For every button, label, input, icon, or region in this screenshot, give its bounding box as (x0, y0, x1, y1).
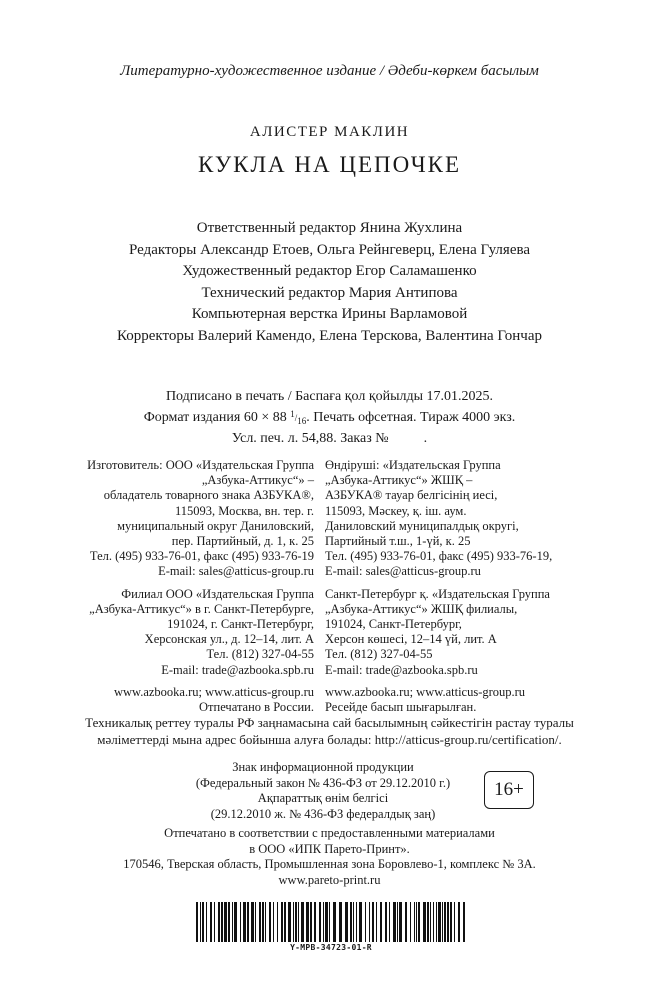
address-line: обладатель товарного знака АЗБУКА®, (103, 488, 314, 503)
phone-line: Тел. (812) 327-04-55 (325, 647, 433, 662)
manufacturer-kz (325, 458, 605, 580)
book-author: АЛИСТЕР МАКЛИН (249, 124, 410, 140)
editorial-credits (0, 218, 659, 347)
address-line: Филиал ООО «Издательская Группа (121, 586, 314, 601)
address-line: Изготовитель: ООО «Издательская Группа (87, 458, 314, 472)
credit-line: Редакторы Александр Етоев, Ольга Рейнгеверц, Елена Гуляева (128, 241, 531, 258)
credit-line: Технический редактор Мария Антипова (201, 284, 458, 301)
sheets-order: Усл. печ. л. 54,88. Заказ № . (231, 430, 428, 446)
sign-line: (Федеральный закон № 436-ФЗ от 29.12.2010 г.) (195, 775, 451, 790)
phone-line: Тел. (812) 327-04-55 (206, 647, 314, 662)
info-product-sign (178, 760, 468, 822)
address-line: „Азбука-Аттикус“» – (201, 473, 314, 488)
address-line: Херсонская ул., д. 12–14, лит. А (144, 632, 314, 647)
address-line: муниципальный округ Даниловский, (117, 518, 314, 533)
phone-line: Тел. (495) 933-76-01, факс (495) 933-76-19 (89, 549, 314, 564)
address-line: Даниловский муниципалдық округі, (325, 518, 519, 533)
barcode-label: Y-MPB-34723-01-R (290, 943, 372, 952)
signed-date: Подписано в печать / Баспаға қол қойылды 17.01.2025. (165, 389, 494, 404)
manufacturer-ru (60, 458, 314, 580)
format-fraction: $^1/_{16}$ (290, 408, 307, 426)
address-line: Херсон көшесі, 12–14 үй, лит. А (325, 632, 497, 647)
format-numerator: 1 (290, 408, 295, 419)
address-line: АЗБУКА® тауар белгісінің иесі, (325, 488, 498, 503)
web-ru (60, 685, 314, 715)
credit-line: Корректоры Валерий Камендо, Елена Терскова, Валентина Гончар (117, 327, 542, 344)
edition-type: Литературно-художественное издание / Әдеби-көркем басылым (120, 63, 539, 79)
address-line: 115093, Москва, вн. тер. г. (174, 503, 314, 518)
printer-line: 170546, Тверская область, Промышленная зона Боровлево-1, комплекс № 3А. (123, 857, 536, 871)
printer-website: www.pareto-print.ru (278, 872, 381, 887)
email-line: E-mail: trade@azbooka.spb.ru (325, 662, 478, 677)
branch-ru (60, 587, 314, 678)
tech-regulation-line: Техникалық реттеу туралы РФ заңнамасына сай басылымның сәйкестігін растау туралы (85, 715, 574, 730)
email-line: E-mail: sales@atticus-group.ru (325, 564, 481, 579)
address-line: „Азбука-Аттикус“» ЖШҚ филиалы, (325, 601, 518, 616)
address-line: „Азбука-Аттикус“» ЖШҚ – (325, 473, 473, 488)
email-line: E-mail: trade@azbooka.spb.ru (161, 662, 314, 677)
website-line: www.azbooka.ru; www.atticus-group.ru (113, 684, 314, 699)
printer-line: Отпечатано в соответствии с предоставленными материалами (164, 826, 495, 840)
address-line: Өндіруші: «Издательская Группа (325, 458, 501, 472)
address-line: 115093, Мәскеу, қ. іш. аум. (325, 503, 467, 518)
address-line: 191024, Санкт-Петербург, (325, 617, 462, 632)
address-line: 191024, г. Санкт-Петербург, (167, 617, 314, 632)
address-line: пер. Партийный, д. 1, к. 25 (171, 534, 314, 549)
format-suffix: . Печать офсетная. Тираж 4000 экз. (306, 409, 516, 425)
email-line: E-mail: sales@atticus-group.ru (158, 564, 314, 579)
credit-line: Компьютерная верстка Ирины Варламовой (191, 306, 468, 322)
tech-regulation-line: мәліметтерді мына адрес бойынша алуға болады: http://atticus-group.ru/certification/. (97, 731, 562, 747)
credit-line: Художественный редактор Егор Саламашенко (182, 263, 477, 279)
sign-line: Ақпараттық өнім белгісі (257, 791, 389, 805)
print-info (0, 388, 659, 447)
format-prefix: Формат издания 60 × 88 (143, 409, 287, 425)
branch-kz (325, 587, 605, 678)
printed-in-line: Ресейде басып шығарылған. (325, 700, 477, 715)
barcode-bars-icon (196, 902, 466, 942)
web-kz (325, 685, 605, 715)
book-title: КУКЛА НА ЦЕПОЧКЕ (197, 152, 462, 177)
format-denominator: 16 (297, 415, 307, 426)
credit-line: Ответственный редактор Янина Жухлина (196, 220, 463, 236)
barcode (196, 902, 466, 954)
publisher-column-ru (60, 458, 314, 715)
format-line (0, 406, 659, 430)
printing-house (0, 826, 659, 888)
address-line: Партийный т.ш., 1-үй, к. 25 (325, 534, 471, 549)
phone-line: Тел. (495) 933-76-01, факс (495) 933-76-19, (325, 549, 553, 564)
tech-regulation-note (0, 715, 659, 748)
printer-line: в ООО «ИПК Парето-Принт». (249, 841, 410, 856)
age-rating-badge: 16+ (484, 771, 534, 809)
printed-in-line: Отпечатано в России. (199, 700, 314, 715)
address-line: „Азбука-Аттикус“» в г. Санкт-Петербурге, (89, 601, 314, 616)
website-line: www.azbooka.ru; www.atticus-group.ru (325, 684, 526, 699)
sign-line: (29.12.2010 ж. № 436-ФЗ федералдық заң) (210, 806, 436, 821)
address-line: Санкт-Петербург қ. «Издательская Группа (325, 586, 550, 601)
sign-line: Знак информационной продукции (232, 760, 414, 774)
publisher-column-kz (325, 458, 605, 715)
